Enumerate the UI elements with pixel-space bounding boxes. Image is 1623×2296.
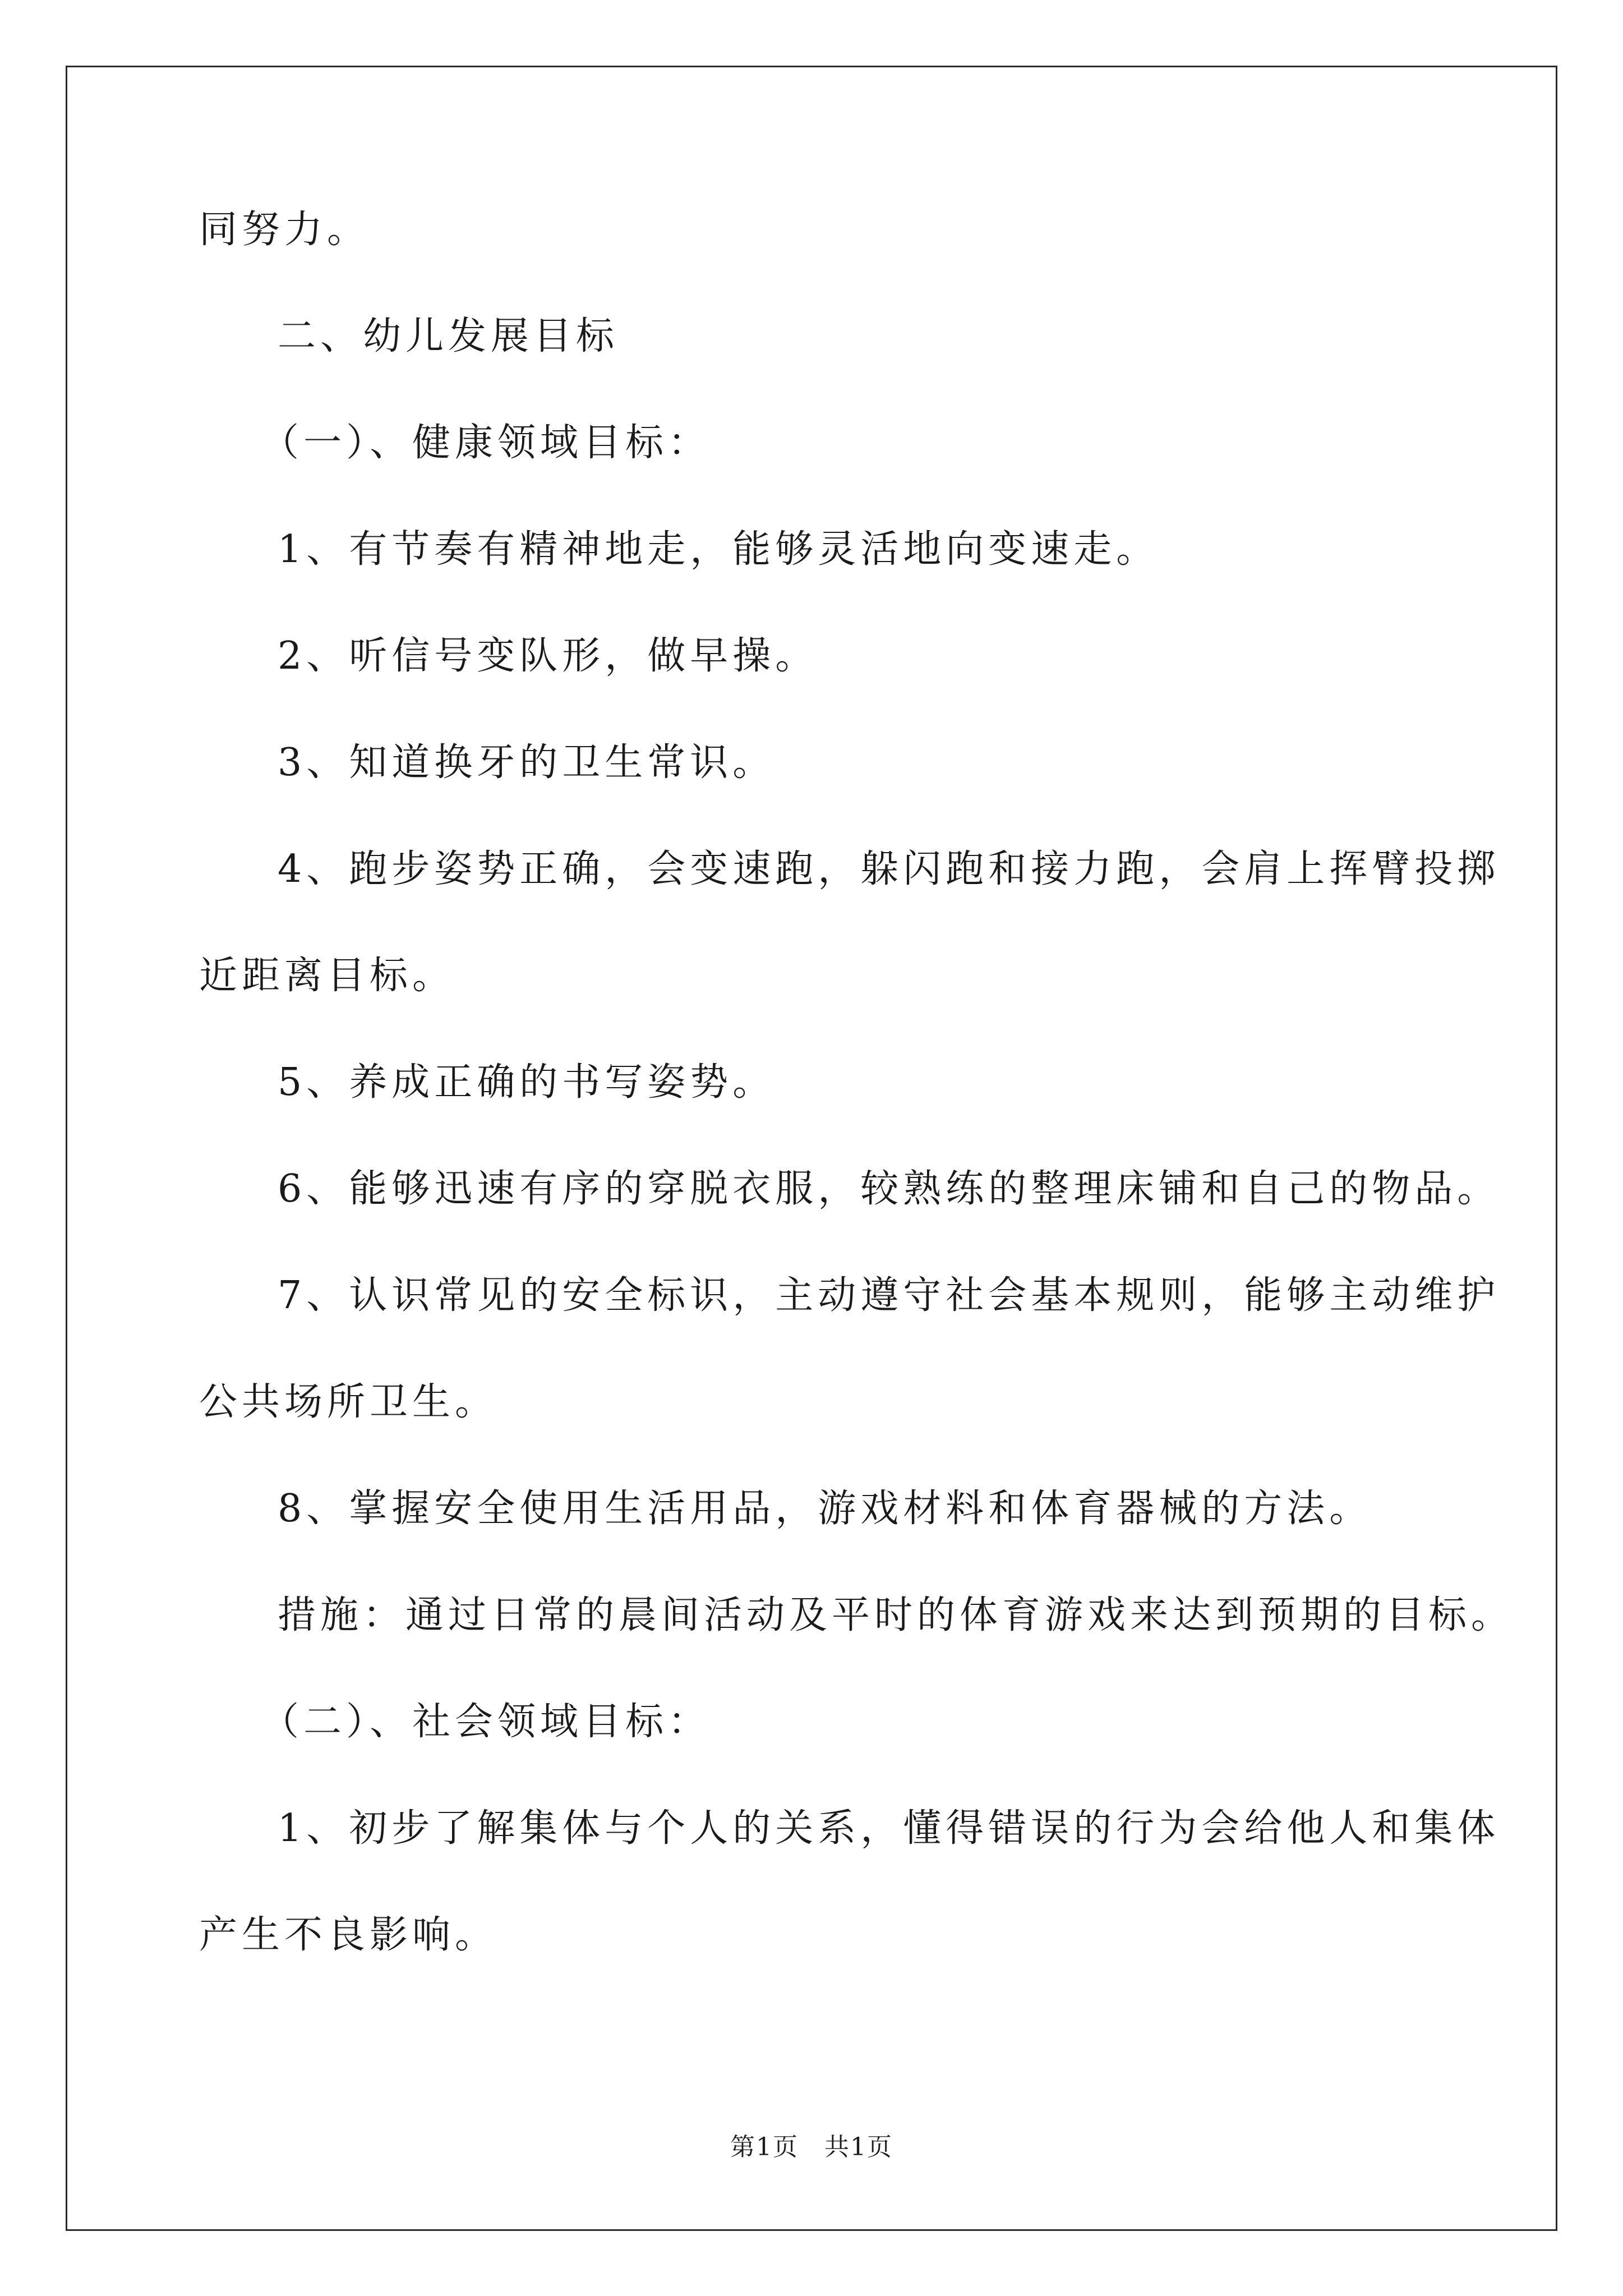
text-line: 1、初步了解集体与个人的关系，懂得错误的行为会给他人和集体 xyxy=(278,1806,1500,1851)
text-line: 产生不良影响。 xyxy=(199,1913,498,1957)
text-line: 公共场所卫生。 xyxy=(199,1380,498,1424)
page-footer: 第1页 共1页 xyxy=(730,2133,893,2161)
text-line: 同努力。 xyxy=(199,208,370,252)
subsection-heading: （一）、健康领域目标： xyxy=(261,421,711,465)
subsection-heading: （二）、社会领域目标： xyxy=(261,1700,711,1744)
text-line: 3、知道换牙的卫生常识。 xyxy=(278,740,776,785)
text-line: 2、听信号变队形，做早操。 xyxy=(278,634,818,678)
text-line: 1、有节奏有精神地走，能够灵活地向变速走。 xyxy=(278,527,1159,572)
text-line: 6、能够迅速有序的穿脱衣服，较熟练的整理床铺和自己的物品。 xyxy=(278,1167,1500,1211)
section-heading: 二、幼儿发展目标 xyxy=(278,314,619,358)
text-line: 近距离目标。 xyxy=(199,954,455,998)
text-line: 4、跑步姿势正确，会变速跑，躲闪跑和接力跑，会肩上挥臂投掷 xyxy=(278,847,1500,891)
text-line: 措施：通过日常的晨间活动及平时的体育游戏来达到预期的目标。 xyxy=(278,1593,1514,1637)
text-line: 5、养成正确的书写姿势。 xyxy=(278,1060,776,1105)
text-line: 8、掌握安全使用生活用品，游戏材料和体育器械的方法。 xyxy=(278,1487,1372,1531)
page-border xyxy=(66,66,1557,2231)
text-line: 7、认识常见的安全标识，主动遵守社会基本规则，能够主动维护 xyxy=(278,1273,1500,1318)
